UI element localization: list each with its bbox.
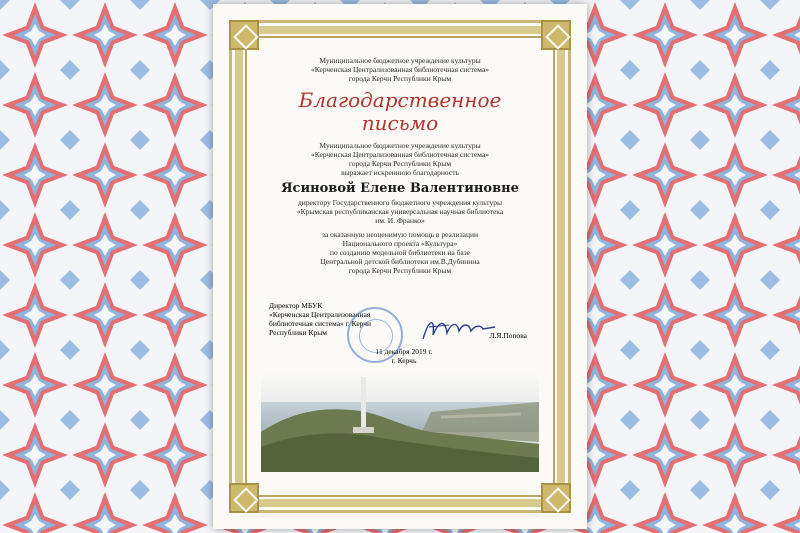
recipient-position-line: директору Государственного бюджетного учреждения культуры	[297, 198, 503, 207]
letter-body	[261, 56, 539, 275]
letter-city: г. Керчь	[391, 356, 417, 365]
recipient-position-line: им. И. Франко»	[375, 216, 425, 225]
signature-icon	[419, 313, 499, 347]
title-line: письмо	[361, 111, 439, 135]
header-line: «Керченская Централизованная библиотечная система»	[311, 65, 489, 74]
corner-ornament-top-right	[541, 20, 571, 50]
certificate-sheet	[213, 4, 587, 529]
signatory-title-line: Республики Крым	[269, 328, 328, 337]
corner-ornament-bottom-right	[541, 483, 571, 513]
reason-line: по созданию модельной библиотеки на базе	[329, 248, 471, 257]
reason-line: Центральной детской библиотеки им.В.Дубинина	[320, 257, 480, 266]
signatory-title-line: Директор МБУК	[269, 301, 323, 310]
issuer-line: города Керчи Республики Крым	[348, 159, 452, 168]
signatory-title-line: библиотечная система» г. Керчи	[269, 319, 372, 328]
letter-date: 11 декабря 2019 г.	[375, 347, 433, 356]
letter-title	[261, 89, 539, 135]
issuer-line: «Керченская Централизованная библиотечная система»	[311, 150, 489, 159]
corner-ornament-top-left	[229, 20, 259, 50]
recipient-name: Ясиновой Елене Валентиновне	[281, 181, 519, 196]
signatory-name: Л.Я.Попова	[489, 331, 527, 340]
corner-ornament-bottom-left	[229, 483, 259, 513]
issuer-line: выражает искреннюю благодарность	[341, 168, 459, 177]
header-line: города Керчи Республики Крым	[348, 74, 452, 83]
reason-line: за оказанную неоценимую помощь в реализации	[321, 230, 479, 239]
recipient-position-line: «Крымская республиканская универсальная научная библиотека	[296, 207, 504, 216]
kerch-landscape-image	[261, 372, 539, 472]
reason-line: Национального проекта «Культура»	[342, 239, 458, 248]
reason-line: города Керчи Республики Крым	[348, 266, 452, 275]
issuer-line: Муниципальное бюджетное учреждение культуры	[319, 141, 481, 150]
header-line: Муниципальное бюджетное учреждение культуры	[319, 56, 481, 65]
title-line: Благодарственное	[298, 88, 502, 112]
date-block	[269, 347, 539, 365]
signatory-title-line: «Керченская Централизованная	[269, 310, 371, 319]
